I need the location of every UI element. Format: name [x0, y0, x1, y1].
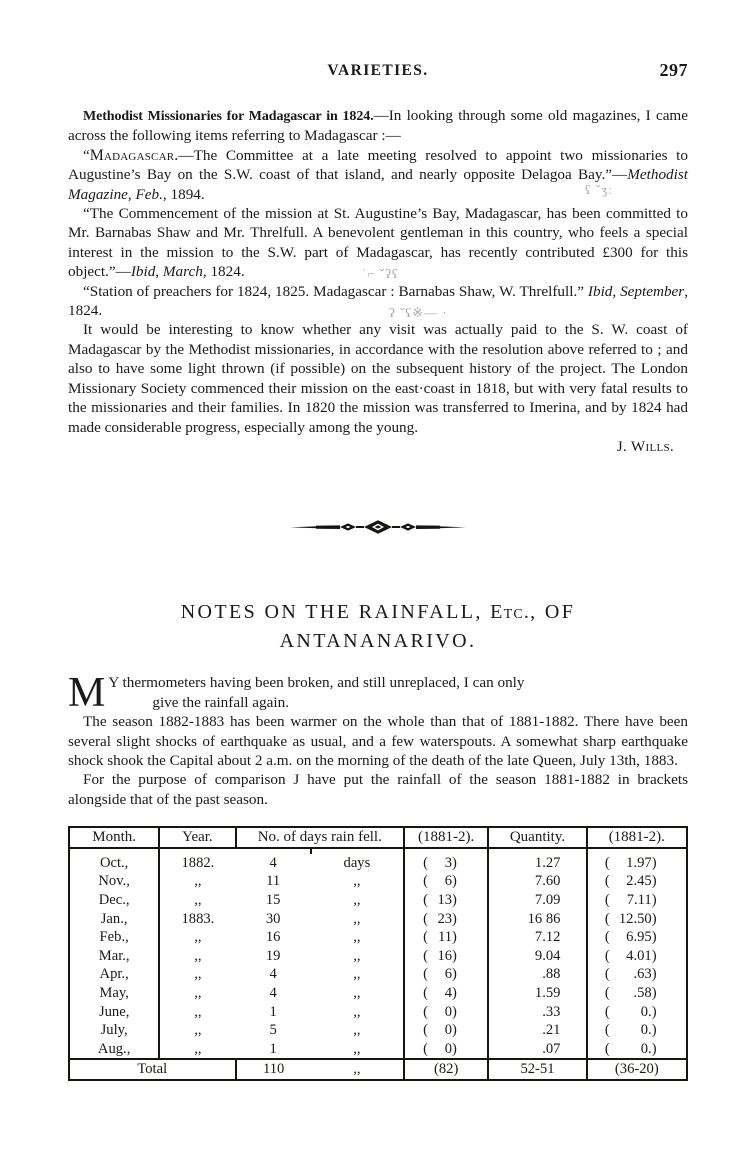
table-row: [70, 928, 686, 947]
article2-paragraph-1: [68, 670, 688, 717]
column-header-month: Month.: [70, 828, 159, 848]
running-head: [68, 62, 688, 92]
article1-smallcaps-madagascar: Madagascar.: [89, 146, 179, 164]
cell-month: Oct.,: [99, 854, 129, 871]
column-header-quantity: Quantity.: [488, 828, 586, 848]
cell-quantity-prev: ( 0.): [587, 1003, 686, 1022]
drop-cap: M: [68, 670, 106, 717]
cell-quantity: 7.12: [488, 928, 586, 947]
cell-quantity-prev: ( .58): [587, 984, 686, 1003]
cell-quantity: .07: [488, 1040, 586, 1060]
column-header-year: Year.: [159, 828, 235, 848]
cell-year: ,,: [159, 891, 235, 910]
cell-days-count: 19: [265, 947, 281, 964]
cell-days-count: 5: [269, 1022, 277, 1039]
article1-paragraph-2: [68, 146, 688, 204]
cell-quantity-prev: ( 6.95): [587, 928, 686, 947]
cell-month: Nov.,: [98, 873, 130, 890]
cell-year: ,,: [159, 1021, 235, 1040]
section-title-etc: Etc.: [490, 601, 531, 624]
cell-days-prev: ( 6): [404, 965, 488, 984]
section-title: [68, 598, 688, 656]
cell-days-count: 4: [269, 966, 277, 983]
article1-citation-1: Methodist Magazine, Feb.: [68, 166, 688, 203]
cell-quantity: 1.59: [488, 984, 586, 1003]
cell-days-count: 16: [265, 929, 281, 946]
article-rainfall: [68, 598, 688, 1081]
total-label: Total: [70, 1059, 236, 1079]
fleuron-ornament-icon: [288, 518, 468, 536]
table-row: [70, 1021, 686, 1040]
column-header-days: No. of days rain fell.: [236, 828, 405, 848]
cell-quantity-prev: ( 4.01): [587, 947, 686, 966]
cell-days-prev: ( 0): [404, 1040, 488, 1060]
total-quantity: 52-51: [488, 1059, 586, 1079]
cell-days-unit: ,,: [353, 947, 361, 964]
cell-month: June,: [98, 1003, 130, 1020]
cell-month: Feb.,: [99, 929, 129, 946]
cell-quantity: .33: [488, 1003, 586, 1022]
cell-month: Dec.,: [98, 891, 130, 908]
quote-open: “: [83, 146, 90, 164]
article1-paragraph-4-text: “Station of preachers for 1824, 1825. Madagascar : Barnabas Shaw, W. Threlfull.”: [83, 282, 588, 300]
table-header-row: [70, 828, 686, 848]
cell-days-prev: ( 0): [404, 1021, 488, 1040]
article1-paragraph-3: [68, 204, 688, 282]
cell-quantity-prev: ( 7.11): [587, 891, 686, 910]
cell-days-prev: ( 3): [404, 854, 488, 873]
total-days-prev: (82): [404, 1059, 488, 1079]
cell-quantity-prev: ( 2.45): [587, 872, 686, 891]
table-row: [70, 965, 686, 984]
column-header-quantity-prev: (1881-2).: [587, 828, 686, 848]
cell-quantity-prev: ( .63): [587, 965, 686, 984]
article2-paragraph-1-line-2: give the rainfall again.: [152, 693, 289, 711]
column-header-days-prev: (1881-2).: [404, 828, 488, 848]
cell-year: ,,: [159, 965, 235, 984]
marginalia-note-1: ʕ ˇʒː: [585, 182, 613, 197]
article1-lead-in: Methodist Missionaries for Madagascar in 1824.: [83, 109, 374, 124]
running-head-title: VARIETIES.: [327, 62, 429, 79]
total-days-unit: ,,: [311, 1059, 404, 1079]
cell-days-unit: ,,: [353, 873, 361, 890]
cell-days-unit: ,,: [353, 910, 361, 927]
cell-days-prev: ( 4): [404, 984, 488, 1003]
cell-quantity-prev: ( 0.): [587, 1040, 686, 1060]
rainfall-table-wrapper: [68, 826, 688, 1081]
cell-days-count: 4: [269, 984, 277, 1001]
page-content: [68, 62, 688, 1081]
cell-quantity: 16 86: [488, 910, 586, 929]
cell-days-count: 30: [265, 910, 281, 927]
cell-days-prev: ( 11): [404, 928, 488, 947]
cell-quantity: 7.60: [488, 872, 586, 891]
section-title-line-2: ANTANANARIVO.: [279, 630, 477, 653]
cell-days-count: 1: [269, 1040, 277, 1057]
page-number: 297: [659, 60, 688, 80]
cell-month: May,: [99, 984, 129, 1001]
cell-days-prev: ( 6): [404, 872, 488, 891]
cell-days-count: 4: [269, 854, 277, 871]
cell-days-count: 15: [265, 891, 281, 908]
article-varieties: [68, 106, 688, 456]
section-title-line-1-end: , OF: [530, 601, 576, 624]
cell-quantity: .88: [488, 965, 586, 984]
article1-signature-row: [68, 437, 688, 456]
article1-paragraph-4: [68, 282, 688, 321]
article1-paragraph-1: [68, 106, 688, 146]
cell-days-unit: ,,: [353, 891, 361, 908]
cell-days-prev: ( 16): [404, 947, 488, 966]
table-row: [70, 947, 686, 966]
article1-paragraph-1-text: —In looking through some old magazines, I came across the following items referring to Madagascar :—: [68, 107, 688, 145]
cell-days-count: 1: [269, 1003, 277, 1020]
article1-paragraph-5-text: It would be interesting to know whether any visit was actually paid to the S. W. coast of Madagascar by the Methodist missionaries, in accordance with the resolution above referred to ; and also to have some light thrown (if possible) on the subsequent history of the project. The London Missionary Society commenced their mission on the east·coast in 1818, but with very fatal results to the missionaries and their families. In 1820 the mission was transferred to Imerina, and by 1824 had made considerable progress, especially among the young.: [68, 321, 688, 436]
cell-quantity: 7.09: [488, 891, 586, 910]
cell-days-unit: ,,: [353, 1022, 361, 1039]
cell-quantity-prev: ( 0.): [587, 1021, 686, 1040]
table-row: [70, 872, 686, 891]
cell-days-prev: ( 13): [404, 891, 488, 910]
table-total-row: [70, 1059, 686, 1079]
cell-month: Apr.,: [99, 966, 129, 983]
marginalia-note-3: ʔ ˇʕ※― ·: [389, 305, 448, 320]
article1-citation-2-year: , 1824.: [202, 263, 245, 281]
cell-quantity: 9.04: [488, 947, 586, 966]
table-row: [70, 1003, 686, 1022]
cell-year: ,,: [159, 1040, 235, 1060]
article1-citation-1-year: , 1894.: [162, 185, 205, 203]
cell-days-unit: ,,: [353, 984, 361, 1001]
article1-citation-3: Ibid, September: [587, 282, 685, 300]
cell-month: July,: [100, 1022, 128, 1039]
cell-days-prev: ( 0): [404, 1003, 488, 1022]
article1-paragraph-2-text: —The Committee at a late meeting resolved to appoint two missionaries to Augustine’s Bay on the S.W. coast of that island, and nearly opposite Delagoa Bay.”—: [68, 146, 688, 184]
article1-paragraph-3-text: “The Commencement of the mission at St. Augustine’s Bay, Madagascar, has been committed to Mr. Barnabas Shaw and Mr. Threlfull. A benevolent gentleman in this country, who feels a special interest in the mission to the S.W. part of Madagascar, has recently contributed £300 for this object.”—: [68, 205, 688, 281]
cell-quantity-prev: ( 1.97): [587, 854, 686, 873]
cell-days-unit: ,,: [353, 1003, 361, 1020]
article2-paragraph-1-line-1: Y thermometers having been broken, and still unreplaced, I can only: [108, 674, 525, 692]
marginalia-note-2: ˈ⌐ ˇʔʕ: [362, 266, 399, 281]
cell-year: ,,: [159, 984, 235, 1003]
cell-year: ,,: [159, 928, 235, 947]
rainfall-table: [70, 828, 686, 1079]
cell-days-count: 11: [266, 873, 281, 890]
section-title-line-1: NOTES ON THE RAINFALL,: [180, 601, 491, 624]
total-days-count: 110: [236, 1059, 311, 1079]
article1-signature: J. Wills.: [616, 437, 674, 455]
cell-days-unit: days: [343, 854, 371, 871]
article2-paragraph-2: The season 1882-1883 has been warmer on the whole than that of 1881-1882. There have been several slight shocks of earthquake as usual, and a few waterspouts. A somewhat sharp earthquake shock shook the Capital about 2 a.m. on the morning of the death of the late Queen, July 13th, 1883.: [68, 713, 688, 769]
table-row: [70, 1040, 686, 1060]
cell-quantity: 1.27: [488, 854, 586, 873]
cell-days-unit: ,,: [353, 966, 361, 983]
cell-year: ,,: [159, 872, 235, 891]
article1-citation-2: Ibid, March: [130, 263, 203, 281]
cell-quantity: .21: [488, 1021, 586, 1040]
table-row: [70, 854, 686, 873]
article2-paragraph-3: For the purpose of comparison J have put the rainfall of the season 1881-1882 in brackets alongside that of the past season.: [68, 771, 688, 808]
cell-month: Mar.,: [98, 947, 130, 964]
table-body: [70, 848, 686, 1079]
table-row: [70, 891, 686, 910]
cell-year: ,,: [159, 1003, 235, 1022]
section-divider: [68, 518, 688, 540]
table-row: [70, 984, 686, 1003]
cell-month: Jan.,: [100, 910, 128, 927]
cell-month: Aug.,: [97, 1040, 131, 1057]
article1-paragraph-5: [68, 320, 688, 436]
cell-days-prev: ( 23): [404, 910, 488, 929]
cell-days-unit: ,,: [353, 1040, 361, 1057]
cell-year: ,,: [159, 947, 235, 966]
total-quantity-prev: (36-20): [587, 1059, 686, 1079]
cell-quantity-prev: ( 12.50): [587, 910, 686, 929]
cell-year: 1883.: [159, 910, 235, 929]
article1-citation-3-year: , 1824.: [68, 282, 688, 320]
cell-days-unit: ,,: [353, 929, 361, 946]
cell-year: 1882.: [159, 854, 235, 873]
table-row: [70, 910, 686, 929]
